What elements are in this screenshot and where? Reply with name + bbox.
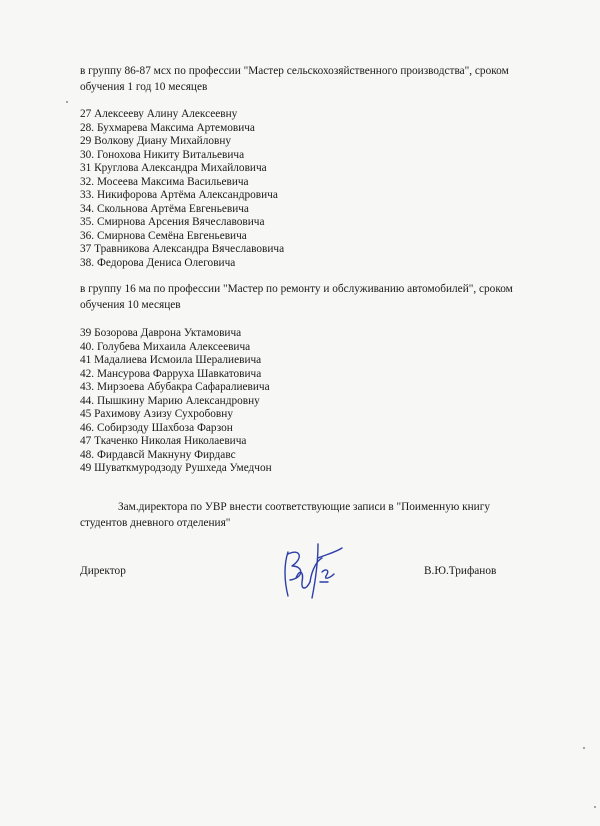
instruction-text: Зам.директора по УВР внести соответствующие записи в "Поименную книгу студентов дневного отделения"	[80, 501, 490, 529]
list-item: 43. Мирзоева Абубакра Сафаралиевича	[80, 381, 270, 393]
list-item: 27 Алексееву Алину Алексеевну	[80, 108, 238, 120]
list-item: 38. Федорова Дениса Олеговича	[80, 256, 236, 269]
list-item: 40. Голубева Михаила Алексеевича	[80, 340, 251, 353]
scan-speck	[66, 101, 68, 103]
list-item: 49 Шуваткмуродзоду Рушхеда Умедчон	[80, 462, 272, 474]
signatory-name: В.Ю.Трифанов	[424, 565, 497, 577]
list-item: 35. Смирнова Арсения Вячеславовича	[80, 216, 265, 228]
scan-speck	[594, 806, 596, 808]
list-item: 48. Фирдавсй Макнуну Фирдавс	[80, 448, 236, 461]
group2-intro: в группу 16 ма по профессии "Мастер по ремонту и обслуживанию автомобилей", сроком обучения 10 месяцев	[80, 283, 513, 311]
list-item: 33. Никифорова Артёма Александровича	[80, 189, 278, 201]
list-item: 30. Гонохова Никиту Витальевича	[80, 148, 245, 161]
list-item: 39 Бозорова Даврона Уктамовича	[80, 327, 242, 339]
list-item: 46. Собирзоду Шахбоза Фарзон	[80, 421, 233, 434]
group1-intro: в группу 86-87 мсх по профессии "Мастер сельскохозяйственного производства", сроком обучения 1 год 10 месяцев	[80, 65, 509, 93]
group2-student-list	[80, 327, 480, 476]
list-item: 41 Мадалиева Исмоила Шералиевича	[80, 354, 262, 366]
list-item: 28. Бухмарева Максима Артемовича	[80, 121, 255, 134]
signatory-title: Директор	[80, 565, 126, 577]
scan-speck	[583, 747, 585, 749]
list-item: 44. Пышкину Марию Александровну	[80, 394, 260, 407]
list-item: 29 Волкову Диану Михайловну	[80, 135, 232, 147]
list-item: 36. Смирнова Семёна Евгеньевича	[80, 229, 247, 242]
group1-student-list	[80, 108, 480, 270]
list-item: 45 Рахимову Азизу Сухробовну	[80, 408, 233, 420]
list-item: 34. Скольнова Артёма Евгеньевича	[80, 202, 249, 215]
list-item: 31 Круглова Александра Михайловича	[80, 162, 267, 174]
list-item: 32. Мосеева Максима Васильевича	[80, 175, 249, 188]
list-item: 42. Мансурова Фарруха Шавкатовича	[80, 367, 262, 380]
list-item: 37 Травникова Александра Вячеславовича	[80, 243, 285, 255]
signature-image	[274, 538, 348, 610]
list-item: 47 Ткаченко Николая Николаевича	[80, 435, 247, 447]
